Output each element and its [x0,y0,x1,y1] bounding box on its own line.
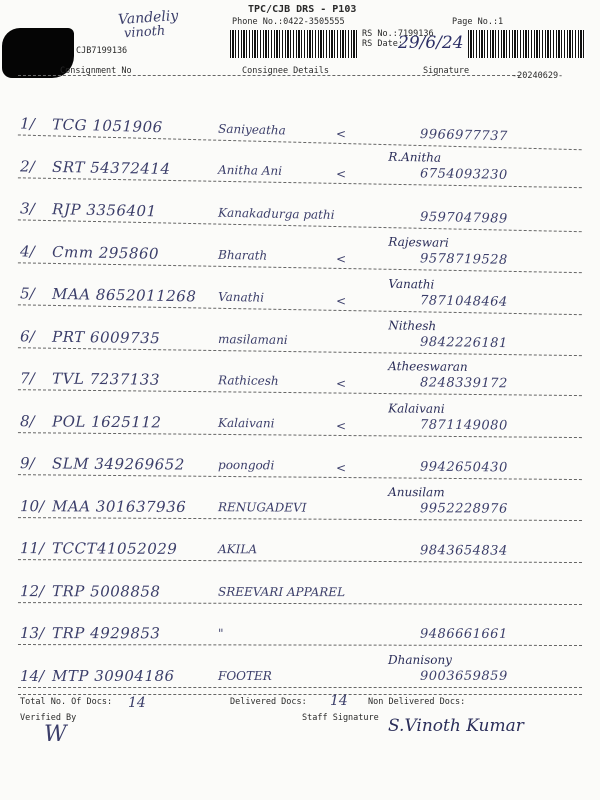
row-divider [18,644,582,646]
consignment-number: SRT 54372414 [51,157,171,178]
receiver-signature: Dhanisony [388,652,452,667]
phone-number-entry: 9966977737 [419,126,508,145]
consignee-name: FOOTER [218,668,272,683]
phone-number-entry: 6754093230 [419,165,508,183]
total-docs-value: 14 [128,695,146,711]
phone-number-entry: 7871149080 [419,417,508,433]
rs-date-label: RS Date: [362,39,403,49]
consignee-name: " [217,626,224,641]
consignment-number: MAA 301637936 [51,496,187,516]
column-header-consignee: Consignee Details [242,66,329,76]
consignment-number: RJP 3356401 [51,200,157,221]
tick-mark: < [335,126,347,142]
list-item [0,578,600,620]
row-number: 1/ [19,114,36,133]
consignee-name: masilamani [217,331,288,347]
print-date: -20240629- [512,71,564,81]
header-divider [18,75,520,76]
total-docs-label: Total No. Of Docs: [20,697,113,707]
consignee-name: Saniyeatha [217,121,286,138]
staff-signature-label: Staff Signature [302,713,379,723]
row-number: 8/ [19,411,35,430]
list-item [0,400,600,453]
row-number: 12/ [19,581,45,600]
row-number: 4/ [19,241,35,261]
consignment-number: TVL 7237133 [51,369,161,389]
consignment-number: SLM 349269652 [51,454,185,474]
phone-number: Phone No.:0422-3505555 [232,17,345,27]
consignee-name: Vanathi [217,289,265,305]
list-item [0,317,600,371]
receiver-signature: Kalaivani [388,400,445,416]
consignee-name: SREEVARI APPAREL [217,584,346,599]
consignment-number: MTP 30904186 [52,666,175,685]
consignment-number: Cmm 295860 [51,242,160,263]
receiver-signature: Anusilam [388,484,445,499]
row-number: 13/ [19,624,45,643]
phone-number-entry: 9597047989 [419,209,508,227]
row-number: 2/ [19,156,35,176]
consignee-name: Kanakadurga pathi [217,205,335,223]
row-number: 10/ [19,496,45,515]
consignment-number: TRP 4929853 [51,624,161,643]
verified-mark: W [44,722,67,747]
consignment-number: PRT 6009735 [51,327,161,347]
document-title: TPC/CJB DRS - P103 [248,4,357,15]
receiver-signature: Rajeswari [388,234,449,250]
consignment-number: POL 1625112 [51,411,162,431]
consignment-number: TCCT41052029 [51,539,178,558]
phone-number-entry: 9578719528 [419,250,508,268]
row-number: 7/ [19,369,35,388]
tick-mark: < [335,376,347,391]
row-divider [18,559,582,563]
list-item [0,535,600,578]
rs-date-handwritten: 29/6/24 [398,33,464,53]
list-item [0,620,600,661]
row-divider [18,602,582,605]
phone-number-entry: 9486661661 [419,626,508,642]
row-number: 11/ [19,539,45,558]
receiver-signature: Vanathi [388,276,435,292]
tick-mark: < [335,418,347,433]
consignee-name: Rathicesh [217,373,279,388]
receiver-signature: Nithesh [388,317,437,333]
row-divider [18,687,582,688]
delivered-docs-label: Delivered Docs: [230,697,307,707]
row-divider [18,517,582,521]
list-item [0,450,600,495]
rs-number: RS No.:7199136 [362,29,434,39]
footer-divider [18,694,582,695]
phone-number-entry: 7871048464 [419,293,508,310]
row-number: 14/ [20,666,45,685]
delivered-docs-value: 14 [330,693,348,709]
phone-number-entry: 8248339172 [419,375,508,392]
row-number: 6/ [19,326,35,345]
page-number: Page No.:1 [452,17,504,27]
non-delivered-docs-label: Non Delivered Docs: [368,697,466,707]
consignment-number: TCG 1051906 [51,115,163,137]
phone-number-entry: 9003659859 [420,668,508,684]
consignee-name: RENUGADEVI [217,499,307,515]
list-item [0,484,600,536]
consignee-name: AKILA [217,542,258,557]
consignee-name: Anitha Ani [217,162,283,178]
consignment-number: MAA 8652011268 [51,284,197,306]
row-number: 5/ [19,284,35,303]
column-header-signature: Signature [423,66,470,76]
phone-number-entry: 9942650430 [419,459,508,476]
staff-signature: S.Vinoth Kumar [388,716,524,736]
list-item [0,359,600,411]
verified-by-label: Verified By [20,713,77,723]
tick-mark: < [335,293,347,309]
consignment-number: TRP 5008858 [51,581,161,601]
tick-mark: < [335,251,347,266]
receiver-signature: R.Anitha [388,149,442,165]
consignee-name: Bharath [217,247,268,263]
row-number: 3/ [19,199,35,218]
tick-mark: < [335,166,347,181]
tick-mark: < [335,460,347,476]
receiver-signature: Atheeswaran [388,359,468,374]
consignee-name: poongodi [217,457,275,473]
column-header-consignment: Consignment No [60,66,132,76]
phone-number-entry: 9952228976 [419,500,508,517]
handwritten-name-1: Vandeliy [117,7,179,29]
phone-number-entry: 9843654834 [419,543,508,559]
handwritten-name-2: vinoth [123,23,166,42]
barcode-left [230,30,358,58]
barcode-right [468,30,586,58]
document-id: CJB7199136 [76,46,128,56]
consignee-name: Kalaivani [217,415,275,430]
phone-number-entry: 9842226181 [419,334,508,351]
row-number: 9/ [19,454,35,473]
list-item [0,276,600,330]
